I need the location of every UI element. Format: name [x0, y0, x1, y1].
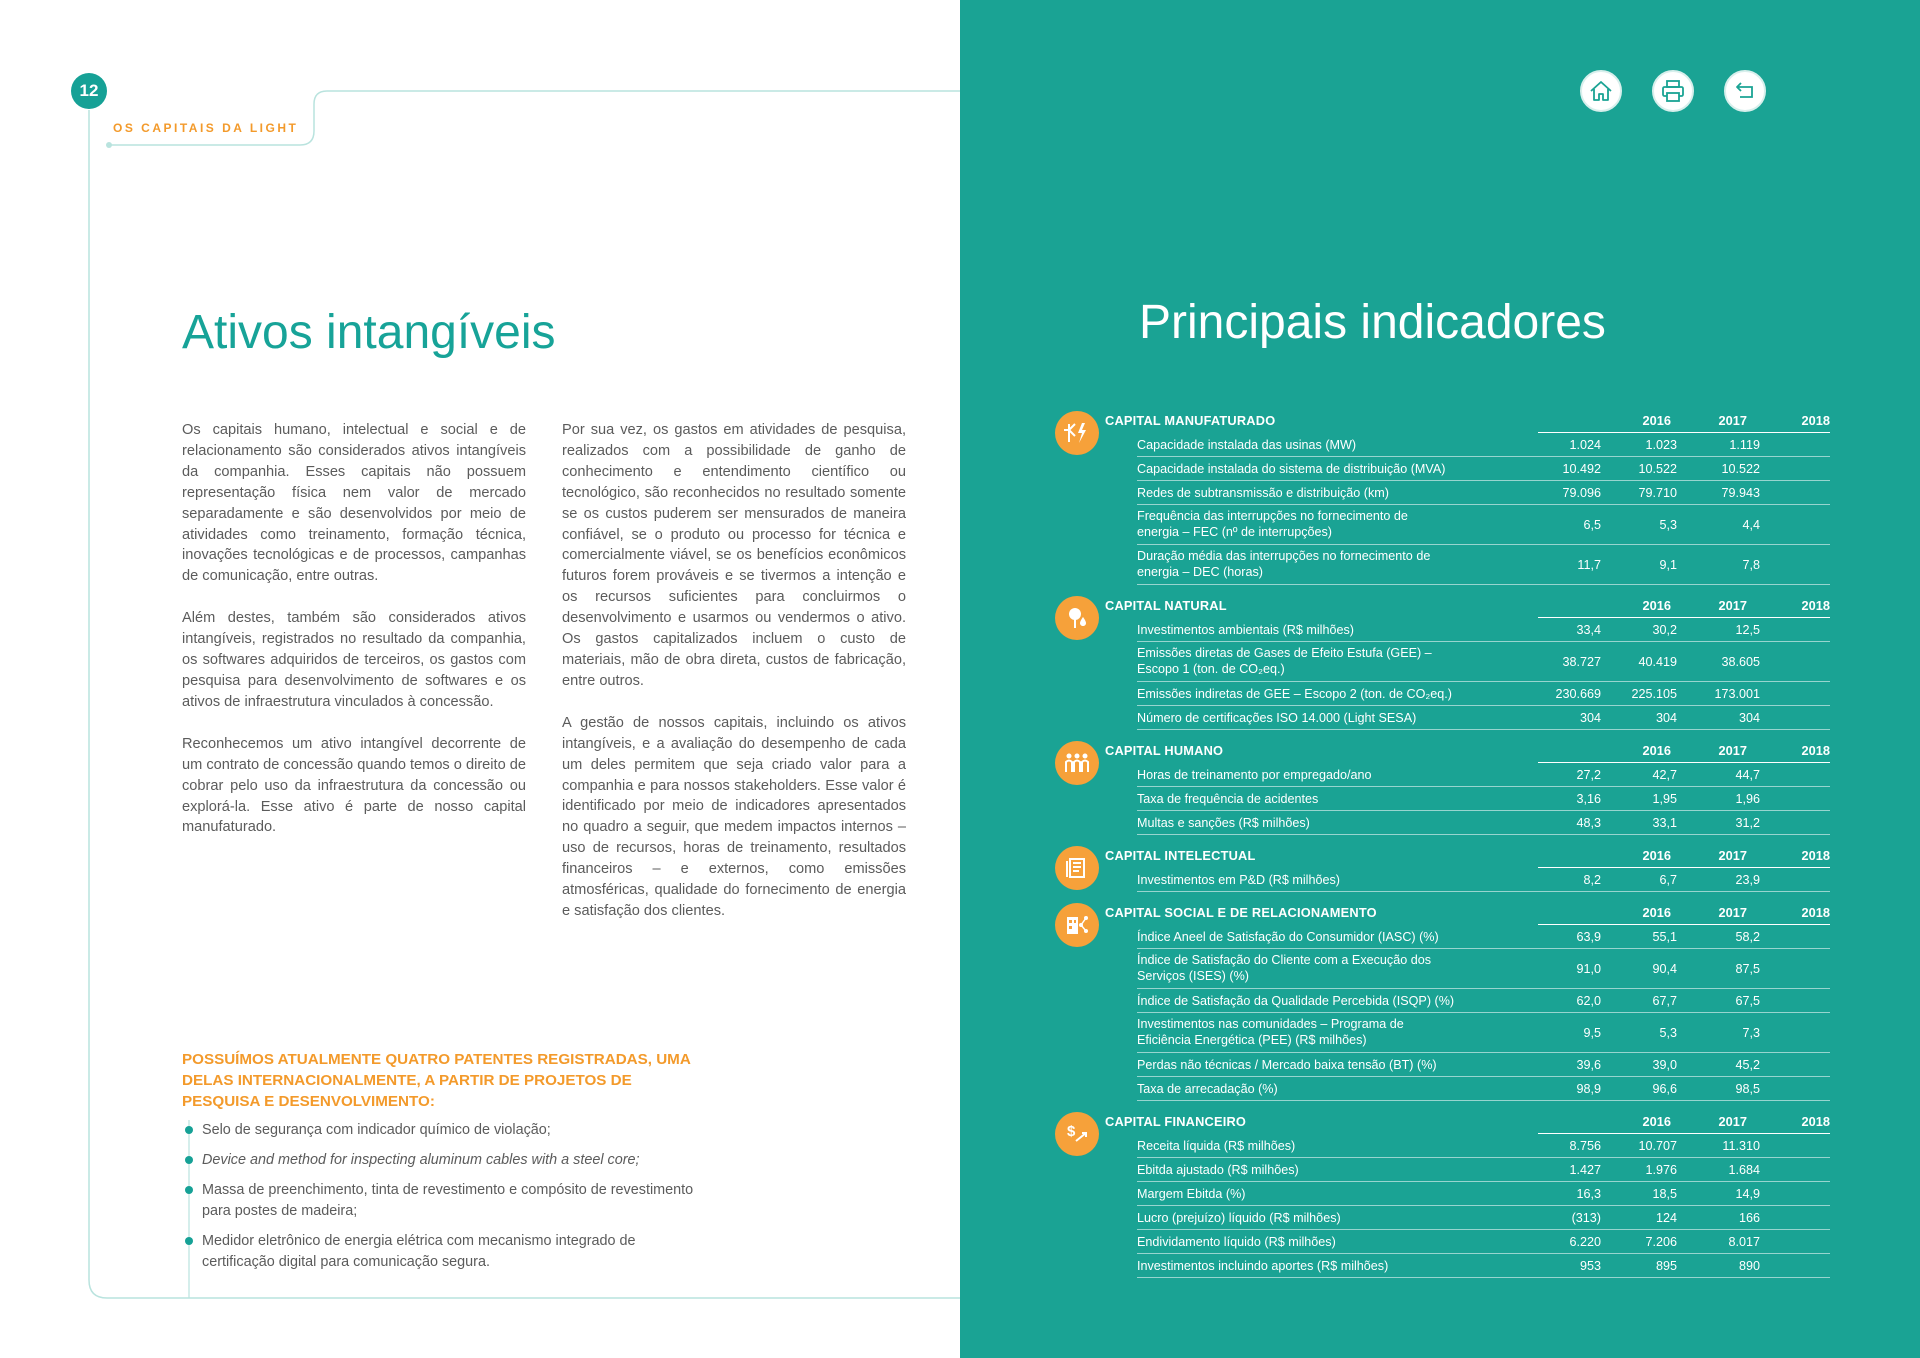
year-header: 2018 — [1801, 848, 1830, 863]
bullet-icon — [185, 1156, 193, 1164]
table-row — [1137, 618, 1830, 642]
table-row — [1137, 682, 1830, 706]
indicator-value: 10.707 — [1638, 1139, 1677, 1153]
patent-text: Device and method for inspecting aluminum cables with a steel core; — [202, 1152, 640, 1168]
year-header: 2017 — [1718, 413, 1747, 428]
indicator-label: Índice de Satisfação da Qualidade Percebida (ISQP) (%) — [1137, 994, 1455, 1008]
indicator-value: 166 — [1738, 1211, 1760, 1225]
indicator-value: 1,95 — [1652, 792, 1677, 806]
table-row — [1137, 1134, 1830, 1158]
indicator-label: Investimentos nas comunidades – Programa de Eficiência Energética (PEE) (R$ milhões) — [1137, 1017, 1404, 1047]
indicator-value: 45,2 — [1735, 1058, 1760, 1072]
table-row — [1137, 642, 1830, 682]
indicator-value: 1.427 — [1569, 1163, 1601, 1177]
indicator-value: 124 — [1655, 1211, 1677, 1225]
table-row — [1137, 787, 1830, 811]
indicator-value: 173.001 — [1714, 687, 1760, 701]
indicator-value: 10.492 — [1562, 462, 1601, 476]
table-row — [1137, 763, 1830, 787]
table-row — [1137, 706, 1830, 730]
year-header: 2018 — [1801, 598, 1830, 613]
table-row — [1137, 1013, 1830, 1053]
indicator-value: 4,4 — [1742, 518, 1760, 532]
indicator-value: 39,6 — [1576, 1058, 1601, 1072]
table-row — [1137, 1077, 1830, 1101]
section-header — [1055, 846, 1830, 868]
year-header: 2016 — [1642, 1114, 1671, 1129]
indicator-value: 12,5 — [1735, 623, 1760, 637]
year-header: 2016 — [1642, 905, 1671, 920]
paragraph: A gestão de nossos capitais, incluindo os ativos intangíveis, e a avaliação do desempenho de cada um deles permitem que seja criado valor para a companhia e para nossos stakeholders. Esse valor é identificado por meio de indicadores apresentados no quadro a seguir, que medem impactos internos – uso de recursos, horas de treinamento, resultados financeiros – e externos, como emissões atmosféricas, qualidade do fornecimento de energia e satisfação dos clientes. — [562, 714, 906, 919]
indicator-label: Capacidade instalada das usinas (MW) — [1137, 438, 1357, 452]
year-header: 2017 — [1718, 848, 1747, 863]
paragraph: Reconhecemos um ativo intangível decorrente de um contrato de concessão quando temos o direito de cobrar pelo uso da infraestrutura da concessão ou explorá-la. Esse ativo é parte de nosso capital manufaturado. — [182, 735, 526, 836]
print-button[interactable] — [1652, 70, 1694, 112]
indicator-value: 6,5 — [1583, 518, 1601, 532]
indicator-section — [1055, 741, 1830, 835]
year-header: 2016 — [1642, 413, 1671, 428]
body-column-1 — [182, 420, 526, 859]
indicator-label: Ebitda ajustado (R$ milhões) — [1137, 1163, 1299, 1177]
table-row — [1137, 989, 1830, 1013]
indicator-value: 55,1 — [1652, 930, 1677, 944]
right-page — [960, 0, 1920, 1358]
section-header — [1055, 411, 1830, 433]
paragraph: Além destes, também são considerados ativos intangíveis, registrados no resultado da companhia, os softwares adquiridos de terceiros, os gastos com pesquisa para desenvolvimento de softwares e os ativos de infraestrutura vinculados à concessão. — [182, 610, 526, 710]
print-icon — [1660, 78, 1686, 104]
section-title: CAPITAL HUMANO — [1105, 743, 1224, 758]
indicator-label: Índice Aneel de Satisfação do Consumidor (IASC) (%) — [1137, 930, 1439, 944]
indicator-value: 225.105 — [1631, 687, 1677, 701]
indicator-section — [1055, 596, 1830, 730]
indicator-value: 44,7 — [1735, 768, 1760, 782]
indicator-label: Endividamento líquido (R$ milhões) — [1137, 1235, 1336, 1249]
patents-highlight: POSSUÍMOS ATUALMENTE QUATRO PATENTES REGISTRADAS, UMA DELAS INTERNACIONALMENTE, A PARTIR DE PROJETOS DE PESQUISA E DESENVOLVIMENTO: — [182, 1051, 691, 1110]
patent-text: Medidor eletrônico de energia elétrica com mecanismo integrado de certificação digital para comunicação segura. — [202, 1233, 636, 1270]
indicator-label: Multas e sanções (R$ milhões) — [1137, 816, 1310, 830]
year-header: 2016 — [1642, 743, 1671, 758]
patent-text: Selo de segurança com indicador químico de violação; — [202, 1122, 551, 1138]
indicator-value: 48,3 — [1576, 816, 1601, 830]
paragraph: Por sua vez, os gastos em atividades de pesquisa, realizados com a possibilidade de ganho de conhecimento e entendimento científico ou tecnológico, são reconhecidos no resultado somente se os custos puderem ser mensurados de maneira confiável, se o produto ou processo for técnica e comercialmente viável, se os benefícios econômicos futuros forem prováveis e se tivermos a intenção e os recursos suficientes para concluirmos o desenvolvimento e usarmos ou vendermos o ativo. Os gastos capitalizados incluem o custo de materiais, mão de obra direta, custos de fabricação, entre outros. — [562, 422, 906, 689]
table-row — [1137, 1053, 1830, 1077]
indicator-value: 18,5 — [1652, 1187, 1677, 1201]
section-title: CAPITAL INTELECTUAL — [1105, 848, 1256, 863]
indicator-value: 16,3 — [1576, 1187, 1601, 1201]
year-header: 2018 — [1801, 905, 1830, 920]
indicator-value: 79.096 — [1562, 486, 1601, 500]
table-row — [1137, 925, 1830, 949]
indicator-value: 91,0 — [1576, 962, 1601, 976]
indicator-value: 27,2 — [1576, 768, 1601, 782]
indicator-value: 5,3 — [1659, 1026, 1677, 1040]
section-label: OS CAPITAIS DA LIGHT — [113, 121, 299, 135]
indicator-value: 7.206 — [1645, 1235, 1677, 1249]
table-row — [1137, 1254, 1830, 1278]
year-header: 2016 — [1642, 848, 1671, 863]
indicator-value: 63,9 — [1576, 930, 1601, 944]
indicator-label: Investimentos em P&D (R$ milhões) — [1137, 873, 1340, 887]
indicator-value: 5,3 — [1659, 518, 1677, 532]
indicator-label: Emissões diretas de Gases de Efeito Estufa (GEE) – Escopo 1 (ton. de CO₂eq.) — [1137, 646, 1432, 676]
table-row — [1137, 457, 1830, 481]
indicator-value: 42,7 — [1652, 768, 1677, 782]
table-row — [1137, 433, 1830, 457]
list-item — [182, 1180, 702, 1222]
indicator-value: 79.710 — [1638, 486, 1677, 500]
indicator-value: 90,4 — [1652, 962, 1677, 976]
indicator-label: Investimentos ambientais (R$ milhões) — [1137, 623, 1354, 637]
indicator-label: Perdas não técnicas / Mercado baixa tensão (BT) (%) — [1137, 1058, 1437, 1072]
indicator-value: 33,1 — [1652, 816, 1677, 830]
section-header — [1055, 903, 1830, 925]
bullet-icon — [185, 1126, 193, 1134]
indicator-value: 9,5 — [1583, 1026, 1601, 1040]
bullet-icon — [185, 1186, 193, 1194]
indicator-value: 8.756 — [1569, 1139, 1601, 1153]
indicator-value: 10.522 — [1638, 462, 1677, 476]
year-header: 2018 — [1801, 413, 1830, 428]
table-row — [1137, 545, 1830, 585]
indicator-section — [1055, 846, 1830, 892]
indicator-value: 953 — [1579, 1259, 1601, 1273]
indicator-label: Número de certificações ISO 14.000 (Light SESA) — [1137, 711, 1417, 725]
table-row — [1137, 505, 1830, 545]
section-header — [1055, 596, 1830, 618]
section-header — [1055, 741, 1830, 763]
indicator-label: Taxa de frequência de acidentes — [1137, 792, 1319, 806]
page-number-badge: 12 — [71, 73, 107, 109]
indicator-value: 14,9 — [1735, 1187, 1760, 1201]
indicator-label: Investimentos incluindo aportes (R$ milhões) — [1137, 1259, 1389, 1273]
indicator-value: 8.017 — [1728, 1235, 1760, 1249]
section-header — [1055, 1112, 1830, 1134]
indicator-value: 67,5 — [1735, 994, 1760, 1008]
home-button[interactable] — [1580, 70, 1622, 112]
year-header: 2017 — [1718, 905, 1747, 920]
indicator-label: Redes de subtransmissão e distribuição (km) — [1137, 486, 1389, 500]
indicator-value: 11,7 — [1577, 558, 1601, 572]
indicator-value: 33,4 — [1576, 623, 1601, 637]
indicator-value: (313) — [1571, 1211, 1601, 1225]
indicator-value: 6.220 — [1569, 1235, 1601, 1249]
patent-text: Massa de preenchimento, tinta de revestimento e compósito de revestimento para postes de madeira; — [202, 1182, 694, 1219]
indicator-value: 304 — [1738, 711, 1760, 725]
indicators-table — [1055, 400, 1830, 1282]
year-header: 2018 — [1801, 1114, 1830, 1129]
indicator-value: 1.976 — [1645, 1163, 1677, 1177]
indicator-label: Índice de Satisfação do Cliente com a Execução dos Serviços (ISES) (%) — [1137, 953, 1432, 983]
indicator-section — [1055, 1112, 1830, 1278]
section-title: CAPITAL NATURAL — [1105, 598, 1227, 613]
indicator-value: 1.024 — [1569, 438, 1601, 452]
indicator-label: Receita líquida (R$ milhões) — [1137, 1139, 1296, 1153]
table-row — [1137, 1158, 1830, 1182]
indicator-value: 9,1 — [1659, 558, 1677, 572]
page-title: Ativos intangíveis — [182, 306, 556, 359]
table-row — [1137, 868, 1830, 892]
indicator-value: 40.419 — [1638, 655, 1677, 669]
table-row — [1137, 481, 1830, 505]
indicator-section — [1055, 903, 1830, 1101]
back-button[interactable] — [1724, 70, 1766, 112]
indicator-value: 38.727 — [1562, 655, 1601, 669]
indicator-value: 7,3 — [1742, 1026, 1760, 1040]
list-item — [182, 1120, 702, 1141]
section-title: CAPITAL SOCIAL E DE RELACIONAMENTO — [1105, 905, 1377, 920]
indicator-section — [1055, 411, 1830, 585]
indicator-value: 230.669 — [1555, 687, 1601, 701]
year-header: 2017 — [1718, 743, 1747, 758]
list-item — [182, 1231, 702, 1273]
section-title: CAPITAL MANUFATURADO — [1105, 413, 1276, 428]
indicators-title: Principais indicadores — [1139, 296, 1606, 349]
indicator-value: 30,2 — [1652, 623, 1677, 637]
year-header: 2016 — [1642, 598, 1671, 613]
home-icon — [1588, 78, 1614, 104]
indicator-label: Frequência das interrupções no fornecimento de energia – FEC (nº de interrupções) — [1137, 509, 1408, 539]
bullet-icon — [185, 1237, 193, 1245]
indicator-value: 1.684 — [1728, 1163, 1760, 1177]
indicator-value: 98,9 — [1576, 1082, 1601, 1096]
table-row — [1137, 1206, 1830, 1230]
svg-text:$: $ — [1067, 1123, 1076, 1140]
indicator-value: 890 — [1738, 1259, 1760, 1273]
indicator-value: 58,2 — [1735, 930, 1760, 944]
year-header: 2017 — [1718, 598, 1747, 613]
indicator-value: 11.310 — [1722, 1139, 1760, 1153]
indicator-label: Horas de treinamento por empregado/ano — [1137, 768, 1372, 782]
indicator-value: 10.522 — [1721, 462, 1760, 476]
table-row — [1137, 1182, 1830, 1206]
indicator-label: Margem Ebitda (%) — [1137, 1187, 1246, 1201]
indicator-label: Taxa de arrecadação (%) — [1137, 1082, 1278, 1096]
year-header: 2017 — [1718, 1114, 1747, 1129]
indicator-value: 8,2 — [1583, 873, 1601, 887]
indicator-label: Lucro (prejuízo) líquido (R$ milhões) — [1137, 1211, 1341, 1225]
indicator-value: 1.023 — [1645, 438, 1677, 452]
list-item — [182, 1150, 702, 1171]
indicator-value: 3,16 — [1576, 792, 1601, 806]
table-row — [1137, 949, 1830, 989]
table-row — [1137, 811, 1830, 835]
indicator-value: 7,8 — [1742, 558, 1760, 572]
indicator-value: 87,5 — [1735, 962, 1760, 976]
indicator-value: 1,96 — [1735, 792, 1760, 806]
paragraph: Os capitais humano, intelectual e social e de relacionamento são considerados ativos intangíveis da companhia. Esses capitais não possuem representação física nem valor de mercado separadamente e são desenvolvidos por meio de atividades como treinamento, formação técnica, inovações tecnológicas e de processos, campanhas de comunicação, entre outras. — [182, 422, 526, 585]
indicator-value: 39,0 — [1652, 1058, 1677, 1072]
table-row — [1137, 1230, 1830, 1254]
indicator-value: 304 — [1655, 711, 1677, 725]
indicator-label: Duração média das interrupções no fornecimento de energia – DEC (horas) — [1137, 549, 1431, 579]
indicator-value: 96,6 — [1652, 1082, 1677, 1096]
indicator-value: 62,0 — [1576, 994, 1601, 1008]
indicator-value: 38.605 — [1721, 655, 1760, 669]
indicator-value: 98,5 — [1735, 1082, 1760, 1096]
indicator-value: 31,2 — [1735, 816, 1760, 830]
body-column-2 — [562, 420, 906, 943]
indicator-value: 895 — [1655, 1259, 1677, 1273]
indicator-value: 79.943 — [1721, 486, 1760, 500]
indicator-label: Capacidade instalada do sistema de distribuição (MVA) — [1137, 462, 1446, 476]
year-header: 2018 — [1801, 743, 1830, 758]
section-title: CAPITAL FINANCEIRO — [1105, 1114, 1247, 1129]
back-icon — [1732, 78, 1758, 104]
indicator-label: Emissões indiretas de GEE – Escopo 2 (ton. de CO₂eq.) — [1137, 687, 1452, 701]
indicator-value: 1.119 — [1729, 438, 1760, 452]
indicator-value: 67,7 — [1652, 994, 1677, 1008]
indicator-value: 23,9 — [1735, 873, 1760, 887]
indicator-value: 6,7 — [1659, 873, 1677, 887]
patent-list — [182, 1120, 702, 1282]
indicator-value: 304 — [1579, 711, 1601, 725]
